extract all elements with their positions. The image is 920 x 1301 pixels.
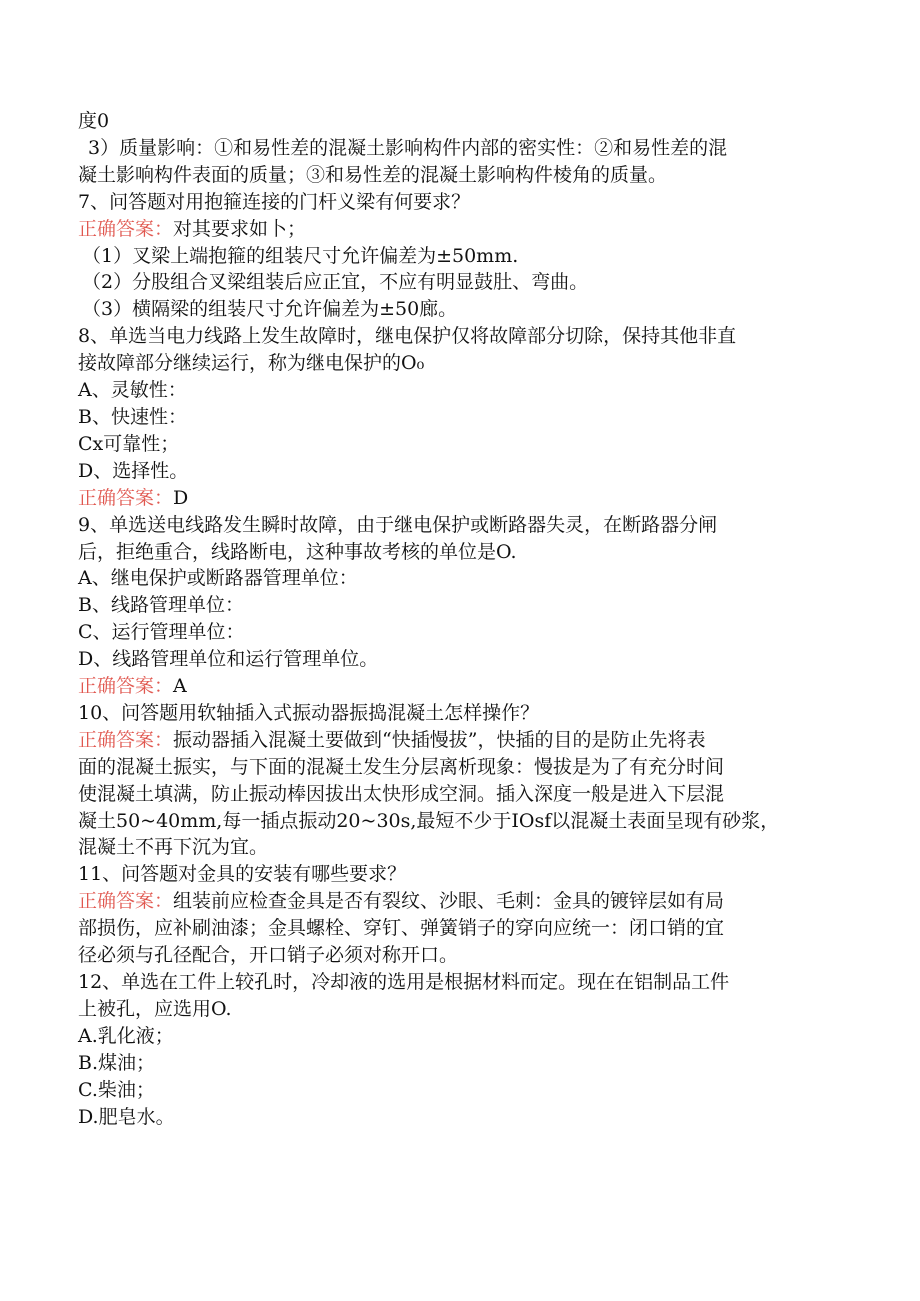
text-line — [78, 915, 858, 942]
text: D — [173, 486, 189, 509]
answer-line — [78, 888, 858, 915]
option-c — [78, 431, 858, 458]
text-line — [78, 539, 858, 566]
option-d — [78, 458, 858, 485]
text: 8、单选当电力线路上发生故障时，继电保护仅将故障部分切除，保持其他非直 — [78, 325, 737, 348]
text: B、线路管理单位： — [78, 594, 244, 617]
text-line — [78, 162, 858, 189]
text-line — [78, 243, 858, 270]
document-body — [78, 108, 858, 1130]
text: 混凝土不再下沉为宜。 — [78, 836, 269, 859]
text: C.柴油； — [78, 1078, 155, 1101]
text: 振动器插入混凝土要做到“快插慢拔”，快插的目的是防止先将表 — [173, 728, 706, 751]
text: 使混凝土填满，防止振动棒因拔出太快形成空洞。插入深度一般是进入下层混 — [78, 782, 725, 805]
text: （1）叉梁上端抱箍的组装尺寸允许偏差为±50mm. — [82, 244, 519, 267]
text: Cx可靠性； — [78, 432, 180, 455]
answer-line — [78, 673, 858, 700]
text-line — [78, 754, 858, 781]
question-7-title — [78, 189, 858, 216]
text: B.煤油； — [78, 1051, 156, 1074]
text-line — [78, 942, 858, 969]
text: A — [173, 675, 187, 698]
text: 度0 — [78, 110, 110, 132]
answer-label: 正确答案： — [78, 217, 174, 240]
option-b — [78, 404, 858, 431]
option-c — [78, 1077, 858, 1104]
text: 组装前应检查金具是否有裂纹、沙眼、毛刺：金具的镀锌层如有局 — [173, 890, 725, 913]
option-b — [78, 592, 858, 619]
text-line — [78, 808, 858, 835]
text-line — [78, 350, 858, 377]
text: A.乳化液； — [78, 1024, 174, 1047]
text-line — [78, 108, 858, 135]
option-a — [78, 1023, 858, 1050]
question-11-title — [78, 861, 858, 888]
text: 凝土影响构件表面的质量；③和易性差的混凝土影响构件棱角的质量。 — [78, 163, 668, 186]
text: A、灵敏性： — [78, 379, 187, 402]
question-9-title — [78, 512, 858, 539]
text: D、选择性。 — [78, 459, 189, 482]
text: 9、单选送电线路发生瞬时故障，由于继电保护或断路器失灵，在断路器分闸 — [78, 513, 718, 536]
text: 凝土50~40mm,每一插点振动20~30s,最短不少于IOsf以混凝土表面呈现有砂浆， — [78, 809, 780, 832]
text: 上被孔，应选用O. — [78, 997, 232, 1020]
text-line — [78, 269, 858, 296]
text: D、线路管理单位和运行管理单位。 — [78, 648, 379, 671]
question-8-title — [78, 323, 858, 350]
text: B、快速性： — [78, 405, 187, 428]
text: 11、问答题对金具的安装有哪些要求？ — [78, 863, 407, 886]
answer-label: 正确答案： — [78, 486, 174, 509]
question-12-title — [78, 969, 858, 996]
text: 10、问答题用软轴插入式振动器振捣混凝土怎样操作？ — [78, 701, 540, 724]
answer-label: 正确答案： — [78, 675, 174, 698]
option-d — [78, 1104, 858, 1131]
text-line — [78, 296, 858, 323]
option-a — [78, 565, 858, 592]
text: D.肥皂水。 — [78, 1105, 175, 1128]
text-line — [78, 135, 858, 162]
text: 3）质量影响：①和易性差的混凝土影响构件内部的密实性：②和易性差的混 — [88, 136, 728, 159]
answer-label: 正确答案： — [78, 890, 174, 913]
text: 接故障部分继续运行，称为继电保护的O₀ — [78, 352, 425, 375]
option-b — [78, 1050, 858, 1077]
text: 后，拒绝重合，线路断电，这种事故考核的单位是O. — [78, 540, 517, 563]
text: 12、单选在工件上较孔时，冷却液的选用是根据材料而定。现在在铝制品工件 — [78, 971, 730, 993]
text: 部损伤，应补刷油漆；金具螺栓、穿钉、弹簧销子的穿向应统一：闭口销的宜 — [78, 917, 725, 940]
option-d — [78, 646, 858, 673]
text: A、继电保护或断路器管理单位： — [78, 567, 358, 590]
question-10-title — [78, 700, 858, 727]
text: 7、问答题对用抱箍连接的门杆义梁有何要求？ — [78, 190, 471, 213]
answer-line — [78, 727, 858, 754]
text-line — [78, 996, 858, 1023]
text: 径必须与孔径配合，开口销子必须对称开口。 — [78, 944, 459, 967]
text: 对其要求如卜； — [173, 217, 307, 240]
option-c — [78, 619, 858, 646]
text: （2）分股组合叉梁组装后应正宜，不应有明显鼓肚、弯曲。 — [82, 271, 589, 294]
answer-line — [78, 216, 858, 243]
text-line — [78, 834, 858, 861]
option-a — [78, 377, 858, 404]
answer-label: 正确答案： — [78, 728, 174, 751]
text-line — [78, 781, 858, 808]
answer-line — [78, 485, 858, 512]
text: C、运行管理单位： — [78, 621, 245, 644]
text: 面的混凝土振实，与下面的混凝土发生分层离析现象：慢拔是为了有充分时间 — [78, 755, 725, 778]
text: （3）横隔梁的组装尺寸允许偏差为±50廊。 — [82, 298, 458, 321]
